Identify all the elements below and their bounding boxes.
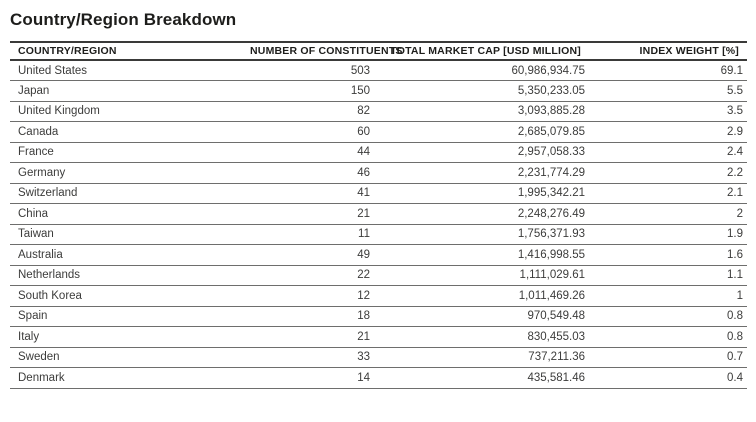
cell-market-cap: 737,211.36 [370, 347, 585, 368]
cell-weight: 0.4 [585, 368, 747, 389]
cell-market-cap: 435,581.46 [370, 368, 585, 389]
table-header-row [10, 42, 747, 60]
cell-market-cap: 3,093,885.28 [370, 101, 585, 122]
table-row [10, 245, 747, 266]
cell-constituents: 503 [250, 60, 370, 81]
cell-market-cap: 1,756,371.93 [370, 224, 585, 245]
cell-weight: 2.9 [585, 122, 747, 143]
page-title: Country/Region Breakdown [10, 10, 237, 29]
cell-market-cap: 2,957,058.33 [370, 142, 585, 163]
cell-constituents: 33 [250, 347, 370, 368]
cell-constituents: 44 [250, 142, 370, 163]
table-row [10, 81, 747, 102]
column-header-index-weight: INDEX WEIGHT [%] [585, 42, 747, 60]
cell-country: Germany [10, 163, 250, 184]
cell-constituents: 41 [250, 183, 370, 204]
cell-market-cap: 60,986,934.75 [370, 60, 585, 81]
cell-constituents: 14 [250, 368, 370, 389]
cell-constituents: 21 [250, 327, 370, 348]
table-row [10, 204, 747, 225]
cell-country: Sweden [10, 347, 250, 368]
cell-constituents: 49 [250, 245, 370, 266]
cell-weight: 69.1 [585, 60, 747, 81]
table-row [10, 286, 747, 307]
cell-market-cap: 1,111,029.61 [370, 265, 585, 286]
cell-market-cap: 1,011,469.26 [370, 286, 585, 307]
cell-weight: 2 [585, 204, 747, 225]
cell-country: United Kingdom [10, 101, 250, 122]
cell-weight: 2.2 [585, 163, 747, 184]
cell-weight: 5.5 [585, 81, 747, 102]
cell-country: France [10, 142, 250, 163]
cell-weight: 3.5 [585, 101, 747, 122]
cell-country: Taiwan [10, 224, 250, 245]
cell-constituents: 46 [250, 163, 370, 184]
cell-constituents: 150 [250, 81, 370, 102]
table-row [10, 122, 747, 143]
cell-weight: 1.6 [585, 245, 747, 266]
cell-country: United States [10, 60, 250, 81]
cell-market-cap: 5,350,233.05 [370, 81, 585, 102]
cell-country: Switzerland [10, 183, 250, 204]
cell-constituents: 60 [250, 122, 370, 143]
cell-constituents: 22 [250, 265, 370, 286]
cell-weight: 2.1 [585, 183, 747, 204]
cell-market-cap: 1,995,342.21 [370, 183, 585, 204]
cell-country: Italy [10, 327, 250, 348]
cell-weight: 1.1 [585, 265, 747, 286]
column-header-country: COUNTRY/REGION [10, 42, 250, 60]
cell-country: China [10, 204, 250, 225]
table-body [10, 60, 747, 388]
cell-country: Spain [10, 306, 250, 327]
table-row [10, 224, 747, 245]
country-region-breakdown-table [10, 41, 747, 389]
cell-constituents: 18 [250, 306, 370, 327]
cell-weight: 2.4 [585, 142, 747, 163]
table-row [10, 163, 747, 184]
column-header-constituents: NUMBER OF CONSTITUENTS [250, 42, 370, 60]
table-row [10, 142, 747, 163]
cell-country: South Korea [10, 286, 250, 307]
cell-weight: 0.8 [585, 327, 747, 348]
table-row [10, 265, 747, 286]
table-row [10, 327, 747, 348]
cell-constituents: 82 [250, 101, 370, 122]
cell-country: Australia [10, 245, 250, 266]
cell-market-cap: 2,231,774.29 [370, 163, 585, 184]
column-header-market-cap: TOTAL MARKET CAP [USD MILLION] [370, 42, 585, 60]
table-row [10, 183, 747, 204]
cell-country: Canada [10, 122, 250, 143]
table-row [10, 101, 747, 122]
cell-market-cap: 1,416,998.55 [370, 245, 585, 266]
cell-constituents: 11 [250, 224, 370, 245]
table-row [10, 368, 747, 389]
table-row [10, 306, 747, 327]
cell-weight: 0.8 [585, 306, 747, 327]
table-row [10, 347, 747, 368]
cell-country: Japan [10, 81, 250, 102]
cell-market-cap: 2,685,079.85 [370, 122, 585, 143]
cell-weight: 0.7 [585, 347, 747, 368]
table-row [10, 60, 747, 81]
cell-market-cap: 2,248,276.49 [370, 204, 585, 225]
cell-constituents: 21 [250, 204, 370, 225]
cell-market-cap: 970,549.48 [370, 306, 585, 327]
cell-country: Netherlands [10, 265, 250, 286]
cell-constituents: 12 [250, 286, 370, 307]
cell-market-cap: 830,455.03 [370, 327, 585, 348]
table-header [10, 42, 747, 60]
cell-weight: 1 [585, 286, 747, 307]
cell-country: Denmark [10, 368, 250, 389]
cell-weight: 1.9 [585, 224, 747, 245]
